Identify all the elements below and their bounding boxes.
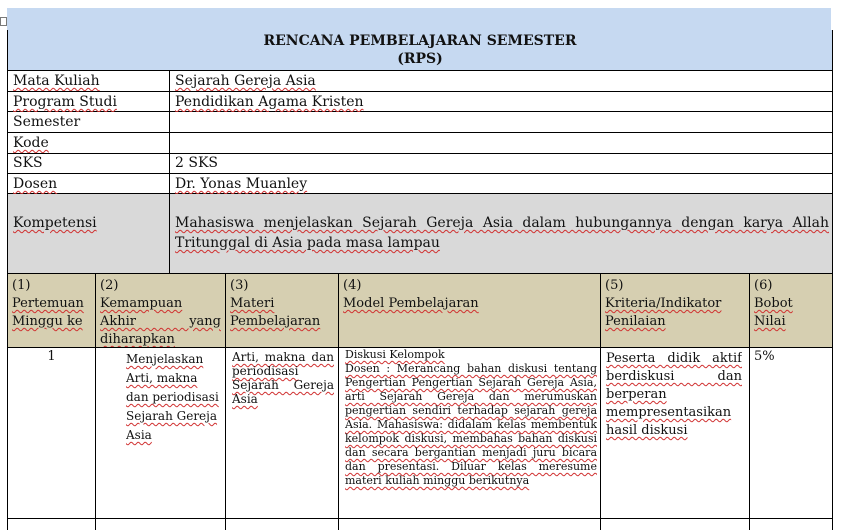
row-kemampuan: Menjelaskan Arti, makna dan periodisasi Sejarah Gereja Asia	[126, 352, 219, 442]
col-header-6	[750, 274, 832, 347]
label-program-studi: Program Studi	[13, 94, 117, 110]
label-kompetensi: Kompetensi	[13, 215, 97, 231]
col-label: Materi Pembelajaran	[230, 296, 321, 329]
value-program-studi: Pendidikan Agama Kristen	[175, 94, 364, 110]
value-kode	[170, 133, 770, 153]
row-kriteria: Peserta didik aktif berdiskusi dan berperan mempresentasikan hasil diskusi	[606, 351, 742, 438]
rps-table	[7, 30, 836, 530]
col-header-4	[339, 274, 600, 347]
label-mata-kuliah: Mata Kuliah	[13, 73, 100, 89]
col-header-1	[8, 274, 95, 347]
value-sks: 2 SKS	[175, 155, 218, 171]
row-week: 1	[47, 349, 56, 364]
model-title: Diskusi Kelompok	[345, 348, 445, 361]
col-number: (5)	[605, 278, 624, 293]
col-number: (1)	[12, 278, 31, 293]
document-title	[8, 30, 832, 70]
title-line-1: RENCANA PEMBELAJARAN SEMESTER	[263, 33, 577, 49]
label-sks: SKS	[13, 155, 43, 171]
col-label: Pertemuan Minggu ke	[12, 296, 84, 329]
value-mata-kuliah: Sejarah Gereja Asia	[175, 73, 316, 89]
value-dosen: Dr. Yonas Muanley	[175, 176, 308, 192]
col-number: (3)	[230, 278, 249, 293]
col-label: Bobot Nilai	[754, 296, 793, 329]
header-band	[7, 8, 831, 30]
table-anchor-icon[interactable]	[0, 17, 7, 26]
label-kode: Kode	[13, 135, 49, 151]
label-semester: Semester	[13, 114, 81, 130]
title-line-2: (RPS)	[397, 51, 443, 67]
col-number: (4)	[343, 278, 362, 293]
kompetensi-text: Mahasiswa menjelaskan Sejarah Gereja Asia dalam hubungannya dengan karya Allah Tritunggal di Asia pada masa lampau	[175, 215, 829, 251]
row-model	[345, 348, 597, 516]
col-label: Model Pembelajaran	[343, 296, 479, 311]
col-header-5	[601, 274, 749, 347]
value-semester	[170, 112, 770, 132]
label-dosen: Dosen	[13, 176, 58, 192]
row-materi: Arti, makna dan periodisasi Sejarah Gereja Asia	[232, 350, 334, 406]
col-label: Kemampuan Akhir yang diharapkan	[100, 296, 221, 347]
col-number: (6)	[754, 278, 773, 293]
col-header-3	[226, 274, 338, 347]
col-header-2	[96, 274, 225, 347]
model-text: Dosen : Merancang bahan diskusi tentang Pengertian Pengertian Sejarah Gereja Asia, arti Sejarah Gereja dan merumuskan pengertian sendiri terhadap sejarah gereja Asia. Mahasiswa: didalam kelas membentuk kelompok diskusi, membahas bahan diskusi dan secara bergantian menjadi juru bicara dan presentasi. Diluar kelas meresume materi kuliah minggu berikutnya	[345, 362, 597, 487]
col-number: (2)	[100, 278, 119, 293]
col-label: Kriteria/Indikator Penilaian	[605, 296, 722, 329]
row-bobot: 5%	[754, 349, 775, 364]
